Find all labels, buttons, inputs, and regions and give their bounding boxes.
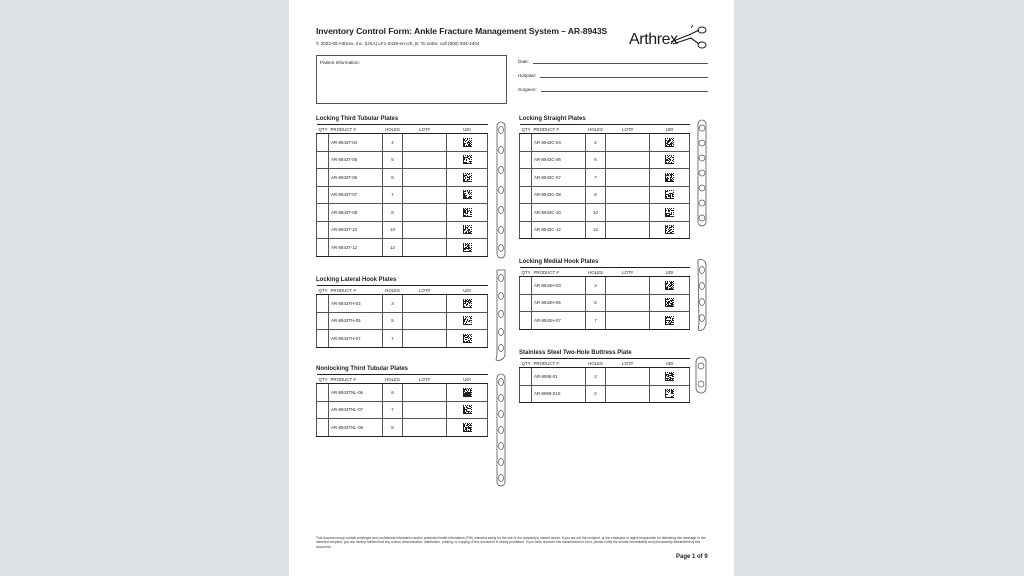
qty-cell[interactable] bbox=[317, 169, 329, 187]
holes-cell: 4 bbox=[383, 134, 403, 152]
buttress-plate-image bbox=[694, 355, 708, 395]
lateral-hook-plate-image bbox=[492, 268, 510, 364]
product-number-cell: AR-8943T-06 bbox=[329, 169, 383, 187]
product-number-cell: AR-8943T-07 bbox=[329, 186, 383, 204]
inventory-table-stainless-steel-two-hole-buttress-plate bbox=[519, 358, 690, 403]
udi-header: UDI bbox=[650, 268, 690, 277]
udi-barcode-icon bbox=[665, 173, 674, 182]
product-number-cell: AR-8943C-07 bbox=[532, 169, 586, 187]
medial-hook-plate-image bbox=[694, 258, 710, 334]
holes-cell: 4 bbox=[586, 134, 606, 152]
product-header: PRODUCT # bbox=[532, 125, 586, 134]
lot-number-cell[interactable] bbox=[606, 368, 650, 386]
table-row bbox=[317, 295, 488, 313]
udi-cell bbox=[650, 294, 690, 312]
holes-header: HOLES bbox=[383, 286, 403, 295]
udi-cell bbox=[650, 277, 690, 295]
qty-cell[interactable] bbox=[317, 330, 329, 348]
udi-cell bbox=[447, 330, 488, 348]
holes-cell: 12 bbox=[383, 239, 403, 257]
table-row bbox=[317, 221, 488, 239]
lot-number-cell[interactable] bbox=[606, 221, 650, 239]
udi-barcode-icon bbox=[463, 208, 472, 217]
product-number-cell: AR-8958-01 bbox=[532, 368, 586, 386]
udi-barcode-icon bbox=[463, 173, 472, 182]
lot-number-cell[interactable] bbox=[606, 134, 650, 152]
holes-header: HOLES bbox=[586, 268, 606, 277]
holes-cell: 8 bbox=[586, 186, 606, 204]
product-number-cell: AR-8943C-08 bbox=[532, 186, 586, 204]
holes-cell: 8 bbox=[383, 419, 403, 437]
hospital-line[interactable] bbox=[540, 72, 708, 78]
udi-barcode-icon bbox=[665, 281, 674, 290]
udi-cell bbox=[447, 151, 488, 169]
table-row bbox=[317, 330, 488, 348]
qty-header: QTY bbox=[318, 126, 328, 132]
udi-barcode-icon bbox=[665, 316, 674, 325]
qty-header: QTY bbox=[521, 360, 531, 366]
udi-barcode-icon bbox=[665, 225, 674, 234]
product-number-cell: AR-8943TNL-08 bbox=[329, 419, 383, 437]
lot-number-cell[interactable] bbox=[606, 294, 650, 312]
udi-barcode-icon bbox=[463, 243, 472, 252]
qty-cell[interactable] bbox=[520, 151, 532, 169]
holes-cell: 6 bbox=[383, 384, 403, 402]
udi-cell bbox=[650, 368, 690, 386]
product-number-cell: AR-8943C-12 bbox=[532, 221, 586, 239]
udi-cell bbox=[447, 239, 488, 257]
udi-barcode-icon bbox=[463, 405, 472, 414]
lot-number-cell[interactable] bbox=[403, 221, 447, 239]
udi-barcode-icon bbox=[665, 389, 674, 398]
product-number-cell: AR-8943T-04 bbox=[329, 134, 383, 152]
qty-cell[interactable] bbox=[520, 312, 532, 330]
udi-cell bbox=[650, 204, 690, 222]
lot-header: LOT# bbox=[606, 268, 650, 277]
table-row bbox=[317, 204, 488, 222]
lot-header: LOT# bbox=[403, 375, 447, 384]
page-title: Inventory Control Form: Ankle Fracture Management System – AR-8943S bbox=[316, 26, 608, 36]
product-number-cell: AR-8943C-06 bbox=[532, 151, 586, 169]
qty-cell[interactable] bbox=[520, 368, 532, 386]
table-row bbox=[317, 419, 488, 437]
udi-barcode-icon bbox=[463, 334, 472, 343]
table-row bbox=[520, 204, 690, 222]
product-number-cell: AR-8943TNL-06 bbox=[329, 384, 383, 402]
holes-cell: 7 bbox=[586, 312, 606, 330]
holes-header: HOLES bbox=[383, 125, 403, 134]
nonlocking-tubular-plate-image bbox=[494, 372, 508, 488]
date-label: Date: bbox=[518, 59, 529, 64]
product-number-cell: AR-8943T-05 bbox=[329, 151, 383, 169]
holes-cell: 5 bbox=[383, 151, 403, 169]
table-row bbox=[520, 385, 690, 403]
lot-number-cell[interactable] bbox=[403, 330, 447, 348]
qty-cell[interactable] bbox=[317, 204, 329, 222]
table-row bbox=[317, 312, 488, 330]
product-number-cell: AR-8943H-07 bbox=[532, 312, 586, 330]
qty-header: QTY bbox=[521, 269, 531, 275]
qty-header: QTY bbox=[318, 287, 328, 293]
udi-barcode-icon bbox=[463, 299, 472, 308]
hospital-label: Hospital: bbox=[518, 73, 536, 78]
lot-number-cell[interactable] bbox=[606, 169, 650, 187]
product-number-cell: AR-8943TH-07 bbox=[329, 330, 383, 348]
udi-cell bbox=[447, 134, 488, 152]
scissors-logo-icon bbox=[669, 24, 709, 52]
udi-cell bbox=[447, 169, 488, 187]
product-number-cell: AR-8943H-03 bbox=[532, 277, 586, 295]
section-title-locking-third-tubular-plates: Locking Third Tubular Plates bbox=[316, 116, 399, 122]
lot-number-cell[interactable] bbox=[403, 312, 447, 330]
table-row bbox=[317, 239, 488, 257]
holes-cell: 7 bbox=[586, 169, 606, 187]
table-row bbox=[520, 277, 690, 295]
table-row bbox=[317, 169, 488, 187]
udi-cell bbox=[650, 169, 690, 187]
udi-barcode-icon bbox=[463, 190, 472, 199]
udi-cell bbox=[447, 204, 488, 222]
udi-barcode-icon bbox=[665, 208, 674, 217]
table-row bbox=[520, 169, 690, 187]
lot-number-cell[interactable] bbox=[403, 419, 447, 437]
udi-cell bbox=[650, 221, 690, 239]
lot-number-cell[interactable] bbox=[606, 204, 650, 222]
lot-number-cell[interactable] bbox=[403, 239, 447, 257]
lot-number-cell[interactable] bbox=[403, 151, 447, 169]
udi-header: UDI bbox=[650, 125, 690, 134]
udi-barcode-icon bbox=[463, 316, 472, 325]
section-title-nonlocking-third-tubular-plates: Nonlocking Third Tubular Plates bbox=[316, 366, 408, 372]
udi-barcode-icon bbox=[463, 225, 472, 234]
udi-barcode-icon bbox=[463, 388, 472, 397]
holes-header: HOLES bbox=[586, 125, 606, 134]
straight-plate-image bbox=[695, 118, 709, 228]
inventory-table-locking-straight-plates bbox=[519, 124, 690, 239]
table-row bbox=[317, 384, 488, 402]
lot-header: LOT# bbox=[606, 125, 650, 134]
qty-cell[interactable] bbox=[520, 186, 532, 204]
udi-cell bbox=[650, 385, 690, 403]
table-row bbox=[317, 401, 488, 419]
udi-cell bbox=[447, 419, 488, 437]
product-number-cell: AR-8943C-10 bbox=[532, 204, 586, 222]
inventory-table-locking-medial-hook-plates bbox=[519, 267, 690, 330]
udi-cell bbox=[650, 312, 690, 330]
udi-barcode-icon bbox=[665, 298, 674, 307]
third-tubular-plate-image bbox=[494, 120, 508, 260]
section-title-locking-medial-hook-plates: Locking Medial Hook Plates bbox=[519, 259, 599, 265]
product-number-cell: AR-8943H-05 bbox=[532, 294, 586, 312]
qty-cell[interactable] bbox=[520, 277, 532, 295]
udi-header: UDI bbox=[447, 125, 488, 134]
qty-header: QTY bbox=[318, 376, 328, 382]
qty-cell[interactable] bbox=[520, 221, 532, 239]
holes-cell: 7 bbox=[383, 330, 403, 348]
arthrex-logo: Arthrex bbox=[629, 31, 678, 48]
lot-header: LOT# bbox=[403, 286, 447, 295]
udi-barcode-icon bbox=[463, 138, 472, 147]
product-number-cell: AR-8943T-12 bbox=[329, 239, 383, 257]
holes-cell: 6 bbox=[586, 151, 606, 169]
udi-cell bbox=[447, 221, 488, 239]
qty-cell[interactable] bbox=[520, 134, 532, 152]
holes-cell: 3 bbox=[586, 277, 606, 295]
product-number-cell: AR-8959-01S bbox=[532, 385, 586, 403]
inventory-table-locking-lateral-hook-plates bbox=[316, 285, 488, 348]
product-header: PRODUCT # bbox=[532, 359, 586, 368]
product-number-cell: AR-8943TH-03 bbox=[329, 295, 383, 313]
udi-cell bbox=[447, 312, 488, 330]
patient-information-box[interactable] bbox=[316, 55, 507, 104]
lot-number-cell[interactable] bbox=[403, 295, 447, 313]
page-number: Page 1 of 9 bbox=[676, 554, 708, 560]
qty-cell[interactable] bbox=[520, 169, 532, 187]
udi-cell bbox=[650, 134, 690, 152]
holes-cell: 6 bbox=[383, 169, 403, 187]
udi-cell bbox=[447, 295, 488, 313]
udi-barcode-icon bbox=[665, 138, 674, 147]
copyright-line: © 2022-09 Arthrex, Inc. (USA) LF1-0439-en-US_B. To order, call (800) 934-4404 bbox=[316, 41, 480, 46]
lot-number-cell[interactable] bbox=[606, 186, 650, 204]
holes-cell: 5 bbox=[383, 312, 403, 330]
udi-header: UDI bbox=[650, 359, 690, 368]
qty-cell[interactable] bbox=[317, 384, 329, 402]
holes-header: HOLES bbox=[383, 375, 403, 384]
qty-cell[interactable] bbox=[317, 419, 329, 437]
date-line[interactable] bbox=[533, 58, 708, 64]
qty-cell[interactable] bbox=[317, 312, 329, 330]
lot-number-cell[interactable] bbox=[403, 186, 447, 204]
table-row bbox=[317, 151, 488, 169]
table-row bbox=[317, 134, 488, 152]
product-header: PRODUCT # bbox=[329, 286, 383, 295]
table-row bbox=[520, 312, 690, 330]
surgeon-label: Surgeon: bbox=[518, 87, 537, 92]
product-number-cell: AR-8943T-10 bbox=[329, 221, 383, 239]
surgeon-line[interactable] bbox=[541, 86, 708, 92]
product-number-cell: AR-8943TH-05 bbox=[329, 312, 383, 330]
udi-barcode-icon bbox=[463, 155, 472, 164]
holes-cell: 2 bbox=[586, 368, 606, 386]
holes-header: HOLES bbox=[586, 359, 606, 368]
udi-cell bbox=[650, 186, 690, 204]
qty-cell[interactable] bbox=[520, 385, 532, 403]
qty-cell[interactable] bbox=[317, 134, 329, 152]
lot-number-cell[interactable] bbox=[403, 401, 447, 419]
inventory-table-nonlocking-third-tubular-plates bbox=[316, 374, 488, 437]
holes-cell: 8 bbox=[383, 204, 403, 222]
table-row bbox=[317, 186, 488, 204]
table-row bbox=[520, 368, 690, 386]
holes-cell: 10 bbox=[383, 221, 403, 239]
lot-number-cell[interactable] bbox=[403, 134, 447, 152]
product-header: PRODUCT # bbox=[329, 375, 383, 384]
form-page bbox=[289, 0, 734, 576]
holes-cell: 5 bbox=[586, 294, 606, 312]
section-title-stainless-steel-two-hole-buttress-plate: Stainless Steel Two-Hole Buttress Plate bbox=[519, 350, 632, 356]
table-row bbox=[520, 221, 690, 239]
table-row bbox=[520, 294, 690, 312]
udi-header: UDI bbox=[447, 375, 488, 384]
udi-barcode-icon bbox=[665, 190, 674, 199]
qty-cell[interactable] bbox=[317, 295, 329, 313]
lot-header: LOT# bbox=[606, 359, 650, 368]
section-title-locking-lateral-hook-plates: Locking Lateral Hook Plates bbox=[316, 277, 397, 283]
holes-cell: 3 bbox=[383, 295, 403, 313]
date-field[interactable] bbox=[518, 58, 708, 64]
product-number-cell: AR-8943T-08 bbox=[329, 204, 383, 222]
holes-cell: 10 bbox=[586, 204, 606, 222]
holes-cell: 2 bbox=[586, 385, 606, 403]
lot-number-cell[interactable] bbox=[403, 169, 447, 187]
inventory-table-locking-third-tubular-plates bbox=[316, 124, 488, 257]
holes-cell: 12 bbox=[586, 221, 606, 239]
udi-header: UDI bbox=[447, 286, 488, 295]
udi-cell bbox=[447, 186, 488, 204]
udi-barcode-icon bbox=[665, 372, 674, 381]
lot-number-cell[interactable] bbox=[606, 385, 650, 403]
product-number-cell: AR-8943TNL-07 bbox=[329, 401, 383, 419]
qty-cell[interactable] bbox=[520, 294, 532, 312]
confidentiality-disclaimer: This document may contain privileged and confidential information and/or protected health information (PHI) intended solely for the use of the recipient(s) named above. If you are not the recipient, or the employee or agent responsible for delivering this message to the intended recipient, you are hereby notified that any review, dissemination, distribution, printing, or copying of this document is strictly prohibited. If you have received this transmission in error, please notify the sender immediately and permanently delete/destroy this document. bbox=[316, 536, 706, 549]
product-header: PRODUCT # bbox=[532, 268, 586, 277]
holes-cell: 7 bbox=[383, 186, 403, 204]
lot-number-cell[interactable] bbox=[606, 277, 650, 295]
holes-cell: 7 bbox=[383, 401, 403, 419]
section-title-locking-straight-plates: Locking Straight Plates bbox=[519, 116, 586, 122]
qty-header: QTY bbox=[521, 126, 531, 132]
udi-barcode-icon bbox=[665, 155, 674, 164]
lot-number-cell[interactable] bbox=[403, 384, 447, 402]
lot-number-cell[interactable] bbox=[606, 151, 650, 169]
lot-header: LOT# bbox=[403, 125, 447, 134]
qty-cell[interactable] bbox=[317, 186, 329, 204]
qty-cell[interactable] bbox=[317, 151, 329, 169]
udi-cell bbox=[650, 151, 690, 169]
qty-cell[interactable] bbox=[317, 401, 329, 419]
qty-cell[interactable] bbox=[520, 204, 532, 222]
table-row bbox=[520, 186, 690, 204]
product-header: PRODUCT # bbox=[329, 125, 383, 134]
hospital-field[interactable] bbox=[518, 72, 708, 78]
udi-cell bbox=[447, 384, 488, 402]
product-number-cell: AR-8943C-04 bbox=[532, 134, 586, 152]
lot-number-cell[interactable] bbox=[403, 204, 447, 222]
table-row bbox=[520, 134, 690, 152]
patient-information-label: Patient Information: bbox=[320, 60, 360, 65]
qty-cell[interactable] bbox=[317, 239, 329, 257]
lot-number-cell[interactable] bbox=[606, 312, 650, 330]
table-row bbox=[520, 151, 690, 169]
qty-cell[interactable] bbox=[317, 221, 329, 239]
udi-barcode-icon bbox=[463, 423, 472, 432]
surgeon-field[interactable] bbox=[518, 86, 708, 92]
udi-cell bbox=[447, 401, 488, 419]
